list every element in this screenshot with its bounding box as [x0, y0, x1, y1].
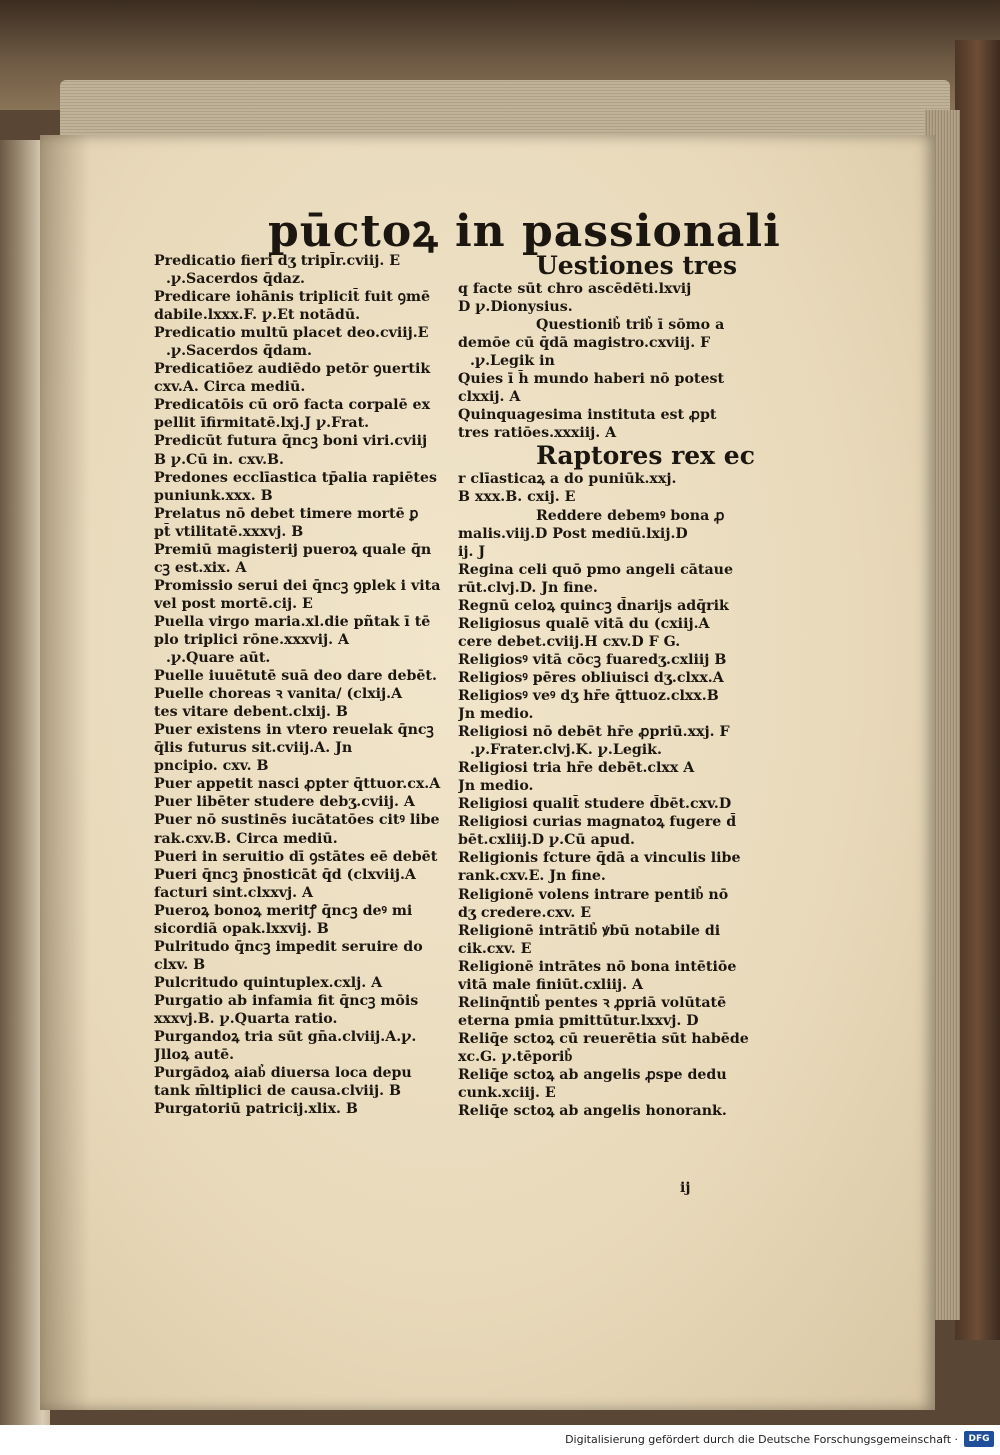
text-line: puniunk.xxx. B — [154, 487, 273, 504]
text-line: Religiosꝰ pēres obliuisci dʒ.clxx.A — [458, 669, 724, 686]
text-line: Purgandoꝝ tria sūt gn̄a.clviij.A.ꝩ. — [154, 1029, 417, 1046]
text-line: Religionē intrātib͛ ꝟbū notabile di — [458, 922, 721, 939]
text-line: Religionis fcture q̄dā a vinculis libe — [458, 850, 741, 867]
text-line: Prelatus nō debet timere mortē ꝑ — [154, 505, 419, 522]
text-line: Puer libēter studere debʒ.cviij. A — [154, 794, 415, 811]
text-line: B ꝩ.Cū in. cxv.B. — [154, 451, 284, 468]
text-line: D ꝩ.Dionysius. — [458, 299, 573, 316]
text-line: Puer nō sustinēs iucātatōes citꝰ libe — [154, 812, 440, 829]
book-cover-right — [955, 40, 1000, 1340]
text-line: clxxij. A — [458, 389, 521, 406]
text-line: tank m̄ltiplici de causa.clviij. B — [154, 1083, 402, 1100]
text-line: dʒ credere.cxv. E — [458, 904, 592, 921]
text-line: Religiosi tria hr̄e debēt.clxx A — [458, 760, 695, 777]
page-edges-top — [60, 80, 950, 140]
text-line: Quies ī h̄ mundo haberi nō potest — [458, 371, 725, 388]
right-text-column — [458, 252, 758, 1120]
text-line: rak.cxv.B. Circa mediū. — [154, 830, 338, 847]
text-line: pncipio. cxv. B — [154, 758, 269, 775]
digitization-footer — [0, 1425, 1000, 1455]
text-line: bēt.cxliij.D ꝩ.Cū apud. — [458, 832, 635, 849]
text-line: Religiosꝰ vitā cōcꝫ fuaredʒ.cxliij B — [458, 651, 727, 668]
text-line: malis.viij.D Post mediū.lxij.D — [458, 525, 688, 542]
text-line: vitā male finiūt.cxliij. A — [458, 976, 643, 993]
printed-page — [40, 135, 935, 1410]
text-line: cik.cxv. E — [458, 940, 532, 957]
text-line: Religiosi qualit̄ studere d̄bēt.cxv.D — [458, 796, 732, 813]
text-line: Raptores rex ec — [536, 442, 755, 471]
text-line: .ꝩ.Quare aūt. — [166, 650, 271, 667]
text-line: Jlloꝝ autē. — [154, 1047, 235, 1064]
page-gutter-shadow — [40, 135, 90, 1410]
text-line: Reliq̄e sctoꝝ ab angelis ꝓspe dedu — [458, 1066, 727, 1083]
text-line: Regnū celoꝝ quincꝫ d̄narijs adq̄rik — [458, 597, 729, 614]
text-line: Regina celi quō pmo angeli cātaue — [458, 561, 734, 578]
page-heading: pūctoꝝ in passionali — [268, 206, 781, 257]
text-line: rank.cxv.E. Jn fine. — [458, 868, 606, 885]
text-line: plo triplici rōne.xxxvij. A — [154, 631, 350, 648]
text-line: Puella virgo maria.xl.die pñtak ī tē — [154, 613, 431, 630]
footer-credit: Digitalisierung gefördert durch die Deutsche Forschungsgemeinschaft · — [565, 1433, 958, 1446]
text-line: eterna pmia pmittūtur.lxxvj. D — [458, 1012, 699, 1029]
text-line: rūt.clvj.D. Jn fine. — [458, 579, 598, 596]
text-line: xc.G. ꝩ.tēporib͛ — [458, 1048, 573, 1065]
text-line: Pueroꝝ bonoꝝ meritꝭ q̄ncꝫ deꝰ mi — [154, 902, 413, 919]
text-line: pellit īfirmitatē.lxj.J ꝩ.Frat. — [154, 415, 370, 432]
text-line: tres ratiōes.xxxiij. A — [458, 425, 617, 442]
text-line: Jn medio. — [458, 778, 534, 795]
text-line: Predicatio fieri dʒ tripl̄r.cviij. E — [154, 253, 401, 269]
text-line: Reddere debemꝰ bona ꝓ — [536, 507, 725, 524]
text-line: Questionib͛ trib͛ ī sōmo a — [536, 317, 725, 334]
text-line: .ꝩ.Sacerdos q̄dam. — [166, 343, 312, 360]
text-line: Predicatiōez audiēdo petōr ꝯuertik — [154, 361, 431, 378]
text-line: Puer appetit nasci ꝓpter q̄ttuor.cx.A — [154, 776, 441, 793]
signature-mark: ij — [680, 1180, 691, 1196]
text-line: Premiū magisterij pueroꝝ quale q̄n — [154, 541, 432, 558]
text-line: Promissio serui dei q̄ncꝫ ꝯplek i vita — [154, 577, 441, 594]
text-line: Predicatio multū placet deo.cviij.E — [154, 325, 429, 342]
text-line: r clīasticaꝝ a do puniūk.xxj. — [458, 471, 677, 488]
text-line: Predicūt futura q̄ncꝫ boni viri.cviij — [154, 433, 428, 450]
text-line: Purgatio ab infamia fit q̄ncꝫ mōis — [154, 992, 419, 1009]
dfg-logo-icon: DFG — [964, 1431, 994, 1447]
text-line: Reliq̄e sctoꝝ cū reuerētia sūt habēde — [458, 1030, 749, 1047]
text-line: Quinquagesima instituta est ꝓpt — [458, 407, 717, 424]
text-line: Purgatoriū patricij.xlix. B — [154, 1101, 358, 1118]
text-line: Religiosi curias magnatoꝝ fugere d̄ — [458, 814, 737, 831]
text-line: Relinq̄ntib͛ pentes ꝛ ꝓpriā volūtatē — [458, 994, 727, 1011]
text-line: Religiosus qualē vitā du (cxiij.A — [458, 615, 710, 632]
text-line: Puelle iuuētutē suā deo dare debēt. — [154, 668, 437, 685]
text-line: Predicare iohānis triplicit̄ fuit ꝯmē — [154, 289, 431, 306]
text-line: Uestiones tres — [536, 252, 738, 280]
text-line: Predicatōis cū orō facta corpalē ex — [154, 397, 431, 414]
text-line: Pueri in seruitio dī ꝯstātes eē debēt — [154, 848, 438, 865]
text-line: Puelle choreas ꝛ vanita/ (clxij.A — [154, 686, 403, 703]
text-line: pt̄ vtilitatē.xxxvj. B — [154, 523, 304, 540]
text-line: cꝫ est.xix. A — [154, 559, 247, 576]
text-line: q facte sūt chro ascēdēti.lxvij — [458, 281, 692, 297]
text-line: cere debet.cviij.H cxv.D F G. — [458, 633, 681, 650]
text-line: Religiosꝰ veꝰ dʒ hr̄e q̄ttuoz.clxx.B — [458, 687, 719, 704]
text-line: facturi sint.clxxvj. A — [154, 884, 313, 901]
text-line: cxv.A. Circa mediū. — [154, 379, 306, 396]
text-line: Reliq̄e sctoꝝ ab angelis honorank. — [458, 1103, 727, 1120]
text-line: .ꝩ.Sacerdos q̄daz. — [166, 271, 305, 288]
text-line: clxv. B — [154, 956, 206, 973]
text-line: ij. J — [458, 543, 486, 560]
text-line: Religiosi nō debēt hr̄e ꝓpriū.xxj. F — [458, 724, 730, 741]
text-line: dabile.lxxx.F. ꝩ.Et notādū. — [154, 307, 361, 324]
text-line: q̄lis futurus sit.cviij.A. Jn — [154, 740, 353, 757]
text-line: vel post mortē.cij. E — [154, 595, 313, 612]
text-line: Predones ecclīastica tp̄alia rapiētes — [154, 469, 437, 486]
text-line: Pulritudo q̄ncꝫ impedit seruire do — [154, 938, 423, 955]
text-line: Religionē intrātes nō bona intētiōe — [458, 958, 737, 975]
text-line: Pulcritudo quintuplex.cxlj. A — [154, 974, 383, 991]
text-line: xxxvj.B. ꝩ.Quarta ratio. — [154, 1010, 338, 1027]
text-line: Jn medio. — [458, 706, 534, 723]
text-line: B xxx.B. cxij. E — [458, 489, 576, 506]
text-line: tes vitare debent.clxij. B — [154, 704, 348, 721]
text-line: Puer existens in vtero reuelak q̄ncꝫ — [154, 722, 434, 739]
text-line: sicordiā opak.lxxvij. B — [154, 920, 329, 937]
text-line: .ꝩ.Legik in — [470, 353, 555, 370]
text-line: Purgādoꝝ aiab͛ diuersa loca depu — [154, 1065, 412, 1082]
text-line: .ꝩ.Frater.clvj.K. ꝩ.Legik. — [470, 742, 662, 759]
text-line: Religionē volens intrare pentib͛ nō — [458, 886, 729, 903]
text-line: cunk.xciij. E — [458, 1085, 556, 1102]
left-text-column — [154, 252, 444, 1118]
text-line: Pueri q̄ncꝫ p̄nosticāt q̄d (clxviij.A — [154, 866, 416, 883]
text-line: demōe cū q̄dā magistro.cxviij. F — [458, 335, 711, 352]
